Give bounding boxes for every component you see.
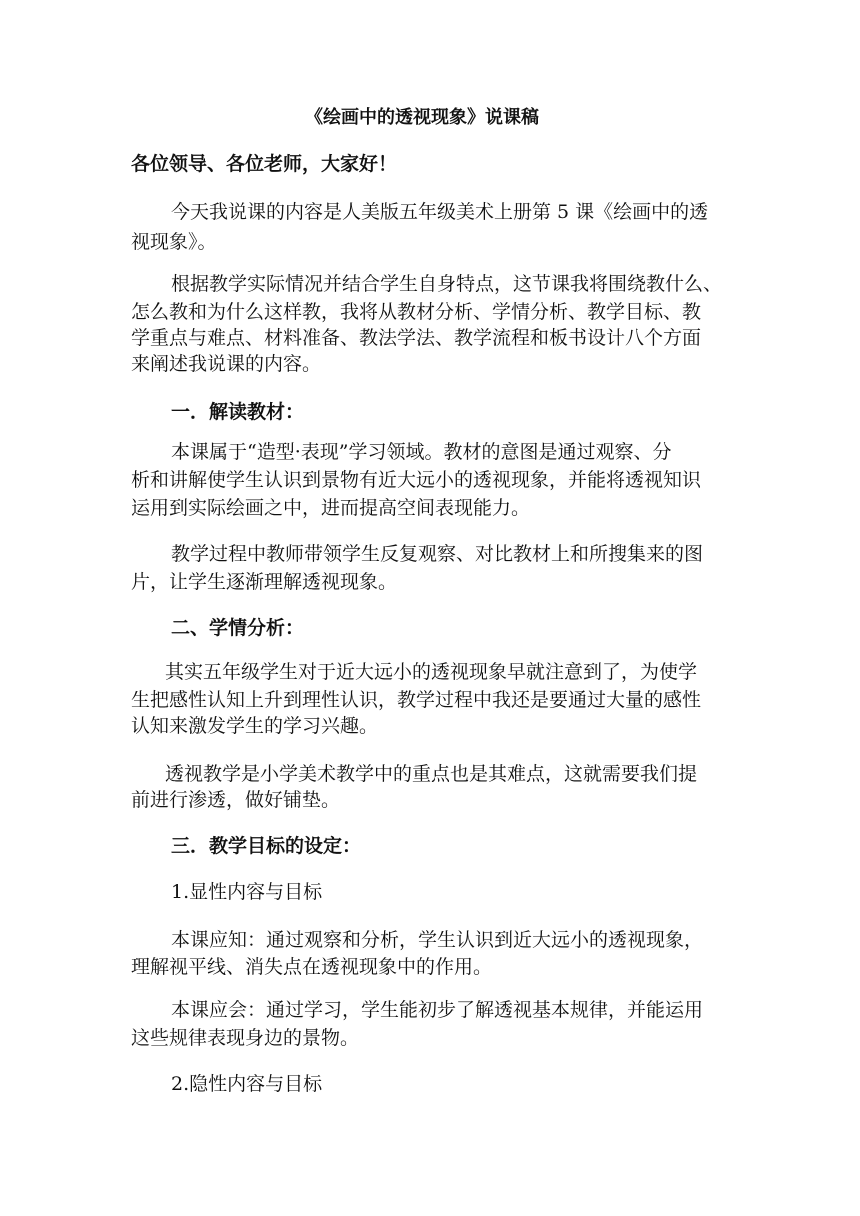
objectives-can-line-2: 这些规律表现身边的景物。 (131, 1027, 360, 1049)
objectives-know-line-1: 本课应知：通过观察和分析，学生认识到近大远小的透视现象， (171, 929, 704, 951)
textbook-para2-line-1: 教学过程中教师带领学生反复观察、对比教材上和所搜集来的图 (171, 543, 704, 565)
section-heading-textbook: 一．解读教材： (171, 401, 305, 423)
section-heading-objectives: 三．教学目标的设定： (171, 835, 362, 857)
textbook-para1-line-1: 本课属于“造型·表现”学习领域。教材的意图是通过观察、分 (171, 441, 672, 463)
overview-line-4: 来阐述我说课的内容。 (131, 353, 322, 375)
overview-line-2: 怎么教和为什么这样教，我将从教材分析、学情分析、教学目标、教 (131, 301, 702, 323)
objectives-can-line-1: 本课应会：通过学习，学生能初步了解透视基本规律，并能运用 (171, 999, 704, 1021)
learners-para1-line-3: 认知来激发学生的学习兴趣。 (131, 715, 379, 737)
textbook-para1-line-3: 运用到实际绘画之中，进而提高空间表现能力。 (131, 497, 531, 519)
learners-para2-line-1: 透视教学是小学美术教学中的重点也是其难点，这就需要我们提 (165, 763, 698, 785)
objectives-sub-1: 1.显性内容与目标 (171, 881, 323, 903)
intro-line-1: 今天我说课的内容是人美版五年级美术上册第 5 课《绘画中的透 (171, 201, 709, 223)
intro-line-2: 视现象》。 (131, 231, 217, 253)
textbook-para2-line-2: 片，让学生逐渐理解透视现象。 (131, 571, 398, 593)
learners-para1-line-2: 生把感性认知上升到理性认识，教学过程中我还是要通过大量的感性 (131, 689, 702, 711)
objectives-know-line-2: 理解视平线、消失点在透视现象中的作用。 (131, 956, 493, 978)
document-title: 《绘画中的透视现象》说课稿 (305, 107, 539, 128)
overview-line-1: 根据教学实际情况并结合学生自身特点，这节课我将围绕教什么、 (171, 273, 723, 295)
overview-line-3: 学重点与难点、材料准备、教法学法、教学流程和板书设计八个方面 (131, 327, 702, 349)
learners-para1-line-1: 其实五年级学生对于近大远小的透视现象早就注意到了，为使学 (165, 661, 698, 683)
greeting: 各位领导、各位老师，大家好！ (131, 153, 398, 175)
learners-para2-line-2: 前进行渗透，做好铺垫。 (131, 789, 341, 811)
objectives-sub-2: 2.隐性内容与目标 (171, 1073, 323, 1095)
textbook-para1-line-2: 析和讲解使学生认识到景物有近大远小的透视现象，并能将透视知识 (131, 469, 702, 491)
section-heading-learners: 二、学情分析： (171, 617, 305, 639)
